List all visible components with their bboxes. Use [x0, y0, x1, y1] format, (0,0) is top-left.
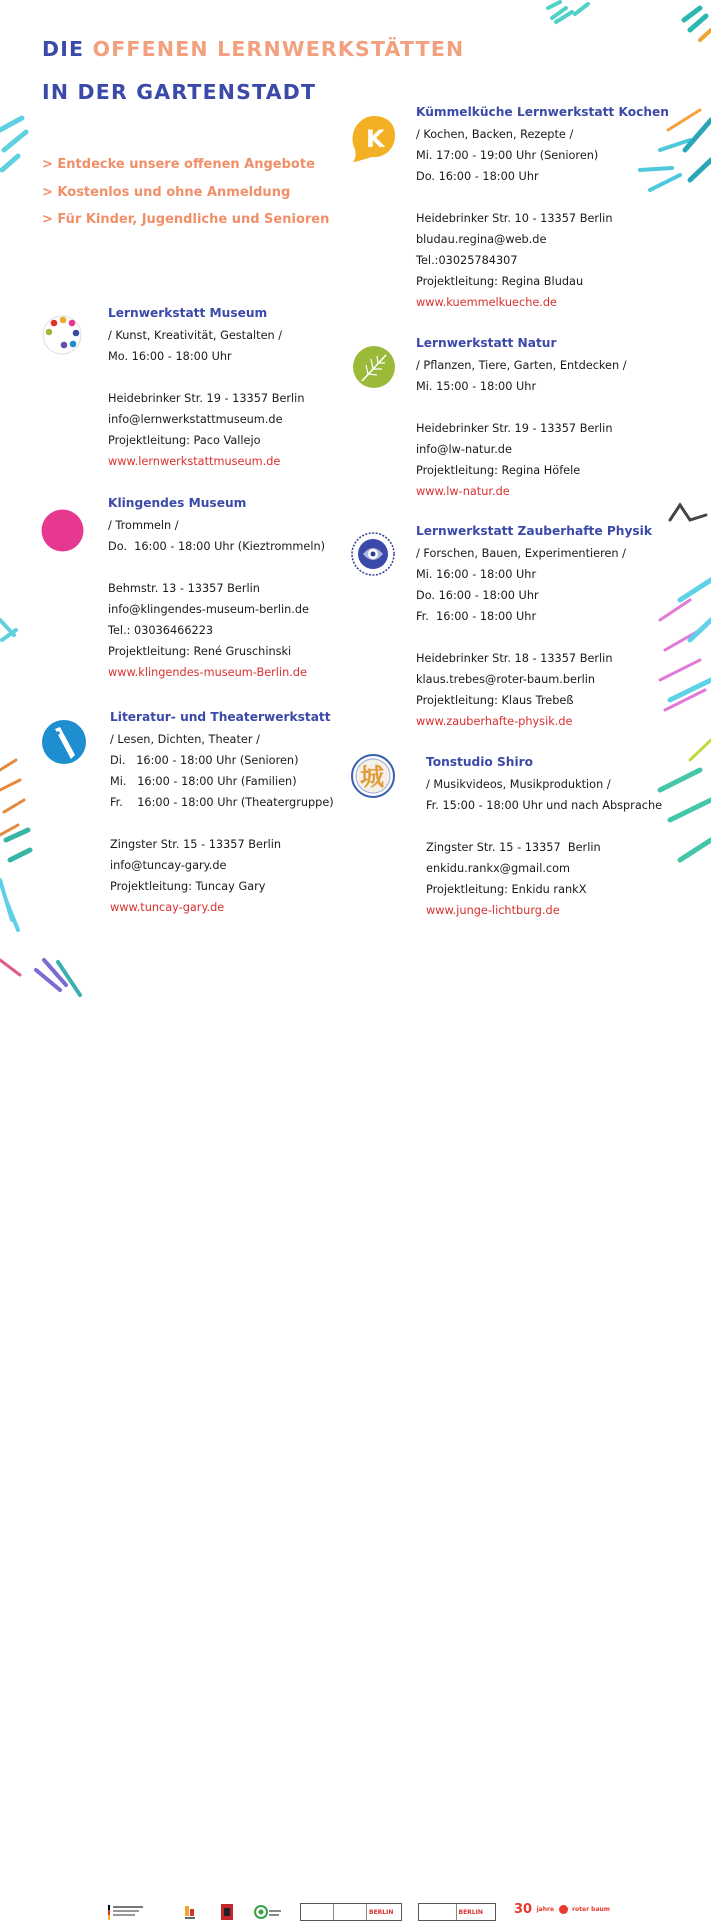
workshop-time: Fr. 16:00 - 18:00 Uhr: [416, 610, 537, 623]
workshop-natur: [416, 334, 627, 502]
workshop-time: Mi. 16:00 - 18:00 Uhr: [416, 568, 537, 581]
workshop-address: Zingster Str. 15 - 13357 Berlin: [426, 841, 601, 854]
workshop-topics: / Trommeln /: [108, 519, 179, 532]
tonstudio-shiro-logo-icon: [351, 754, 395, 798]
roter-baum-tree-icon: [559, 1905, 568, 1914]
workshop-address: Behmstr. 13 - 13357 Berlin: [108, 582, 260, 595]
workshop-lead: Projektleitung: Klaus Trebeß: [416, 694, 574, 707]
workshop-url-link[interactable]: www.lw-natur.de: [416, 485, 510, 498]
workshop-address: Zingster Str. 15 - 13357 Berlin: [110, 838, 282, 851]
roter-baum-anniversary-logo: [514, 1902, 610, 1917]
svg-text:K: K: [366, 125, 385, 153]
workshop-url-link[interactable]: www.kuemmelkueche.de: [416, 296, 558, 309]
workshop-tonstudio-shiro: [426, 753, 662, 921]
workshop-email: enkidu.rankx@gmail.com: [426, 862, 571, 875]
workshop-time: Do. 16:00 - 18:00 Uhr: [416, 589, 539, 602]
workshop-phone: Tel.: 03036466223: [108, 624, 214, 637]
anniversary-word: jahre: [536, 1906, 555, 1913]
bullet-item: > Entdecke unsere offenen Angebote: [42, 157, 315, 172]
kuemmelkueche-logo-icon: [350, 113, 398, 163]
title-word-die: DIE: [42, 37, 85, 61]
workshop-title: Literatur- und Theaterwerkstatt: [110, 710, 331, 724]
workshop-title: Lernwerkstatt Zauberhafte Physik: [416, 524, 652, 538]
workshop-title: Tonstudio Shiro: [426, 755, 534, 769]
workshop-email: info@klingendes-museum-berlin.de: [108, 603, 309, 616]
drum-circle-icon: [41, 509, 84, 552]
workshop-url-link[interactable]: www.klingendes-museum-Berlin.de: [108, 666, 307, 679]
workshop-email: info@lernwerkstattmuseum.de: [108, 413, 283, 426]
workshop-email: klaus.trebes@roter-baum.berlin: [416, 673, 596, 686]
workshop-title: Lernwerkstatt Museum: [108, 306, 268, 320]
workshop-time: Do. 16:00 - 18:00 Uhr (Kieztrommeln): [108, 540, 326, 553]
workshop-email: info@lw-natur.de: [416, 443, 512, 456]
workshop-url-link[interactable]: www.junge-lichtburg.de: [426, 904, 560, 917]
workshop-topics: / Kunst, Kreativität, Gestalten /: [108, 329, 283, 342]
anniversary-number: 30: [514, 1902, 533, 1917]
workshop-email: info@tuncay-gary.de: [110, 859, 227, 872]
workshop-topics: / Lesen, Dichten, Theater /: [110, 733, 260, 746]
workshop-museum: [108, 304, 304, 472]
workshop-time: Do. 16:00 - 18:00 Uhr: [416, 170, 539, 183]
workshop-address: Heidebrinker Str. 19 - 13357 Berlin: [416, 422, 613, 435]
workshop-phone: Tel.:03025784307: [416, 254, 518, 267]
berlin-label: BERLIN: [369, 1908, 394, 1916]
red-partner-logo: [221, 1904, 233, 1920]
workshop-time: Mi. 16:00 - 18:00 Uhr (Familien): [110, 775, 297, 788]
title-highlight: OFFENEN LERNWERKSTÄTTEN: [92, 37, 465, 61]
berlin-senate-logo: [300, 1903, 402, 1921]
workshop-url-link[interactable]: www.tuncay-gary.de: [110, 901, 225, 914]
svg-text:城: 城: [360, 763, 384, 791]
pen-icon: [41, 719, 87, 765]
leaf-icon: [352, 345, 396, 389]
workshop-time: Fr. 15:00 - 18:00 Uhr und nach Absprache: [426, 799, 663, 812]
workshop-time: Mi. 15:00 - 18:00 Uhr: [416, 380, 537, 393]
workshop-lead: Projektleitung: Paco Vallejo: [108, 434, 261, 447]
workshop-topics: / Pflanzen, Tiere, Garten, Entdecken /: [416, 359, 627, 372]
workshop-title: Lernwerkstatt Natur: [416, 336, 557, 350]
workshop-address: Heidebrinker Str. 10 - 13357 Berlin: [416, 212, 613, 225]
small-partner-logo: [183, 1904, 197, 1920]
workshop-time: Di. 16:00 - 18:00 Uhr (Senioren): [110, 754, 299, 767]
berlin-district-logo: [418, 1903, 496, 1921]
sponsor-logo-bar: [0, 950, 711, 1917]
green-circle-partner-logo: [254, 1904, 282, 1920]
page-title-line-2: IN DER GARTENSTADT: [42, 80, 317, 104]
workshop-title: Klingendes Museum: [108, 496, 247, 510]
workshop-url-link[interactable]: www.zauberhafte-physik.de: [416, 715, 573, 728]
workshop-literatur-theater: [110, 708, 334, 918]
workshop-address: Heidebrinker Str. 18 - 13357 Berlin: [416, 652, 613, 665]
workshop-time: Fr. 16:00 - 18:00 Uhr (Theatergruppe): [110, 796, 334, 809]
feature-bullet-list: [42, 155, 329, 238]
berlin-label: BERLIN: [458, 1908, 483, 1916]
physics-seal-icon: [351, 532, 395, 576]
paint-palette-icon: [40, 313, 84, 357]
workshop-url-link[interactable]: www.lernwerkstattmuseum.de: [108, 455, 281, 468]
workshop-lead: Projektleitung: Regina Bludau: [416, 275, 584, 288]
workshop-title: Kümmelküche Lernwerkstatt Kochen: [416, 105, 669, 119]
workshop-topics: / Forschen, Bauen, Experimentieren /: [416, 547, 626, 560]
federal-ministry-logo: [108, 1904, 148, 1924]
workshop-lead: Projektleitung: Tuncay Gary: [110, 880, 266, 893]
workshop-klingendes-museum: [108, 494, 325, 683]
workshop-time: Mo. 16:00 - 18:00 Uhr: [108, 350, 232, 363]
workshop-address: Heidebrinker Str. 19 - 13357 Berlin: [108, 392, 305, 405]
workshop-kuemmelkueche: [416, 103, 669, 313]
workshop-lead: Projektleitung: Enkidu rankX: [426, 883, 587, 896]
workshop-time: Mi. 17:00 - 19:00 Uhr (Senioren): [416, 149, 599, 162]
workshop-topics: / Kochen, Backen, Rezepte /: [416, 128, 574, 141]
bullet-item: > Für Kinder, Jugendliche und Senioren: [42, 212, 330, 227]
bullet-item: > Kostenlos und ohne Anmeldung: [42, 184, 291, 200]
workshop-lead: Projektleitung: René Gruschinski: [108, 645, 292, 658]
page-title-line-1: [42, 37, 464, 61]
workshop-zauberhafte-physik: [416, 522, 652, 732]
workshop-topics: / Musikvideos, Musikproduktion /: [426, 778, 611, 791]
roter-baum-name: roter baum: [572, 1906, 611, 1913]
workshop-email: bludau.regina@web.de: [416, 233, 547, 246]
workshop-lead: Projektleitung: Regina Höfele: [416, 464, 581, 477]
